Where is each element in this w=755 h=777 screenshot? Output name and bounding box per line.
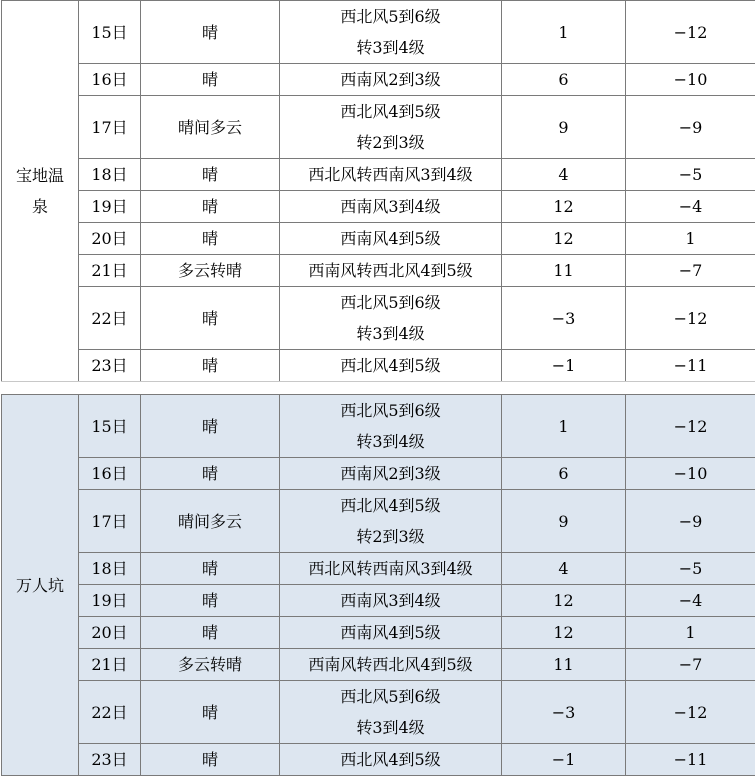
- date-cell: 20日: [79, 223, 141, 255]
- high-temp-cell: 12: [502, 617, 626, 649]
- table-row: [2, 96, 755, 159]
- wind-cell: [280, 96, 502, 159]
- wind-line: 西北风5到6级: [340, 7, 441, 26]
- high-temp-cell: −1: [502, 744, 626, 776]
- wind-line: 转3到4级: [356, 38, 425, 57]
- wind-line: 西南风2到3级: [340, 464, 441, 483]
- table-row: [2, 649, 755, 681]
- weather-cell: 晴: [141, 350, 280, 382]
- high-temp-cell: 6: [502, 458, 626, 490]
- weather-cell: 晴: [141, 553, 280, 585]
- wind-line: 西北风4到5级: [340, 750, 441, 769]
- location-label: 泉: [31, 197, 48, 216]
- weather-cell: 晴: [141, 585, 280, 617]
- date-cell: 22日: [79, 287, 141, 350]
- low-temp-cell: 1: [626, 223, 755, 255]
- wind-line: 西北风转西南风3到4级: [308, 559, 473, 578]
- weather-cell: 晴: [141, 287, 280, 350]
- table-row: [2, 64, 755, 96]
- low-temp-cell: −11: [626, 744, 755, 776]
- wind-line: 西北风转西南风3到4级: [308, 165, 473, 184]
- high-temp-cell: 11: [502, 255, 626, 287]
- low-temp-cell: −11: [626, 350, 755, 382]
- forecast-table-wanrenkeng: [1, 394, 755, 776]
- weather-cell: 晴: [141, 223, 280, 255]
- high-temp-cell: −3: [502, 681, 626, 744]
- forecast-body: [2, 1, 755, 382]
- date-cell: 19日: [79, 585, 141, 617]
- low-temp-cell: −12: [626, 395, 755, 458]
- high-temp-cell: 4: [502, 553, 626, 585]
- low-temp-cell: −9: [626, 96, 755, 159]
- date-cell: 23日: [79, 350, 141, 382]
- wind-cell: [280, 744, 502, 776]
- wind-line: 转2到3级: [356, 133, 425, 152]
- date-cell: 18日: [79, 553, 141, 585]
- forecast-table-baodi: [1, 0, 755, 382]
- high-temp-cell: 12: [502, 585, 626, 617]
- location-cell: [2, 395, 79, 776]
- location-label: 宝地温: [15, 166, 64, 185]
- wind-cell: [280, 617, 502, 649]
- weather-cell: 晴: [141, 191, 280, 223]
- date-cell: 16日: [79, 64, 141, 96]
- weather-cell: 晴: [141, 617, 280, 649]
- date-cell: 16日: [79, 458, 141, 490]
- wind-cell: [280, 490, 502, 553]
- wind-line: 西南风3到4级: [340, 591, 441, 610]
- date-cell: 15日: [79, 1, 141, 64]
- wind-line: 转3到4级: [356, 718, 425, 737]
- high-temp-cell: 12: [502, 223, 626, 255]
- weather-cell: 晴: [141, 458, 280, 490]
- wind-line: 转3到4级: [356, 324, 425, 343]
- wind-cell: [280, 681, 502, 744]
- high-temp-cell: −1: [502, 350, 626, 382]
- low-temp-cell: −5: [626, 553, 755, 585]
- table-row: [2, 350, 755, 382]
- weather-cell: 晴: [141, 64, 280, 96]
- table-row: [2, 191, 755, 223]
- weather-cell: 晴: [141, 159, 280, 191]
- date-cell: 21日: [79, 649, 141, 681]
- table-row: [2, 223, 755, 255]
- wind-line: 西南风4到5级: [340, 229, 441, 248]
- high-temp-cell: 11: [502, 649, 626, 681]
- wind-line: 转2到3级: [356, 527, 425, 546]
- wind-cell: [280, 458, 502, 490]
- date-cell: 18日: [79, 159, 141, 191]
- weather-cell: 多云转晴: [141, 649, 280, 681]
- high-temp-cell: 1: [502, 395, 626, 458]
- forecast-body: [2, 395, 755, 776]
- low-temp-cell: −10: [626, 64, 755, 96]
- location-label: 万人坑: [15, 575, 64, 595]
- table-row: [2, 553, 755, 585]
- high-temp-cell: 9: [502, 490, 626, 553]
- table-row: [2, 1, 755, 64]
- high-temp-cell: 9: [502, 96, 626, 159]
- wind-line: 西南风2到3级: [340, 70, 441, 89]
- location-cell: [2, 1, 79, 382]
- high-temp-cell: −3: [502, 287, 626, 350]
- wind-line: 西南风3到4级: [340, 197, 441, 216]
- table-row: [2, 255, 755, 287]
- low-temp-cell: −7: [626, 649, 755, 681]
- wind-cell: [280, 191, 502, 223]
- high-temp-cell: 12: [502, 191, 626, 223]
- table-row: [2, 490, 755, 553]
- table-row: [2, 395, 755, 458]
- low-temp-cell: −12: [626, 681, 755, 744]
- date-cell: 21日: [79, 255, 141, 287]
- wind-line: 西北风5到6级: [340, 401, 441, 420]
- table-separator: [1, 381, 755, 395]
- date-cell: 20日: [79, 617, 141, 649]
- wind-cell: [280, 649, 502, 681]
- table-row: [2, 681, 755, 744]
- date-cell: 17日: [79, 96, 141, 159]
- table-row: [2, 159, 755, 191]
- low-temp-cell: 1: [626, 617, 755, 649]
- weather-cell: 晴: [141, 744, 280, 776]
- wind-cell: [280, 64, 502, 96]
- wind-cell: [280, 287, 502, 350]
- table-row: [2, 458, 755, 490]
- table-row: [2, 287, 755, 350]
- date-cell: 22日: [79, 681, 141, 744]
- wind-line: 西北风4到5级: [340, 356, 441, 375]
- weather-cell: 晴: [141, 1, 280, 64]
- table-row: [2, 617, 755, 649]
- high-temp-cell: 4: [502, 159, 626, 191]
- wind-cell: [280, 395, 502, 458]
- wind-cell: [280, 159, 502, 191]
- low-temp-cell: −5: [626, 159, 755, 191]
- wind-cell: [280, 255, 502, 287]
- wind-line: 西南风4到5级: [340, 623, 441, 642]
- wind-line: 西北风5到6级: [340, 687, 441, 706]
- wind-cell: [280, 223, 502, 255]
- weather-cell: 晴: [141, 395, 280, 458]
- low-temp-cell: −4: [626, 191, 755, 223]
- date-cell: 19日: [79, 191, 141, 223]
- wind-cell: [280, 1, 502, 64]
- wind-cell: [280, 553, 502, 585]
- low-temp-cell: −12: [626, 287, 755, 350]
- wind-line: 转3到4级: [356, 432, 425, 451]
- low-temp-cell: −7: [626, 255, 755, 287]
- weather-cell: 晴间多云: [141, 96, 280, 159]
- weather-cell: 晴: [141, 681, 280, 744]
- wind-line: 西南风转西北风4到5级: [308, 655, 473, 674]
- wind-line: 西北风5到6级: [340, 293, 441, 312]
- wind-cell: [280, 585, 502, 617]
- high-temp-cell: 6: [502, 64, 626, 96]
- weather-cell: 晴间多云: [141, 490, 280, 553]
- low-temp-cell: −10: [626, 458, 755, 490]
- date-cell: 17日: [79, 490, 141, 553]
- wind-cell: [280, 350, 502, 382]
- date-cell: 23日: [79, 744, 141, 776]
- wind-line: 西北风4到5级: [340, 496, 441, 515]
- table-row: [2, 585, 755, 617]
- low-temp-cell: −9: [626, 490, 755, 553]
- table-row: [2, 744, 755, 776]
- date-cell: 15日: [79, 395, 141, 458]
- low-temp-cell: −12: [626, 1, 755, 64]
- weather-cell: 多云转晴: [141, 255, 280, 287]
- high-temp-cell: 1: [502, 1, 626, 64]
- wind-line: 西北风4到5级: [340, 102, 441, 121]
- wind-line: 西南风转西北风4到5级: [308, 261, 473, 280]
- low-temp-cell: −4: [626, 585, 755, 617]
